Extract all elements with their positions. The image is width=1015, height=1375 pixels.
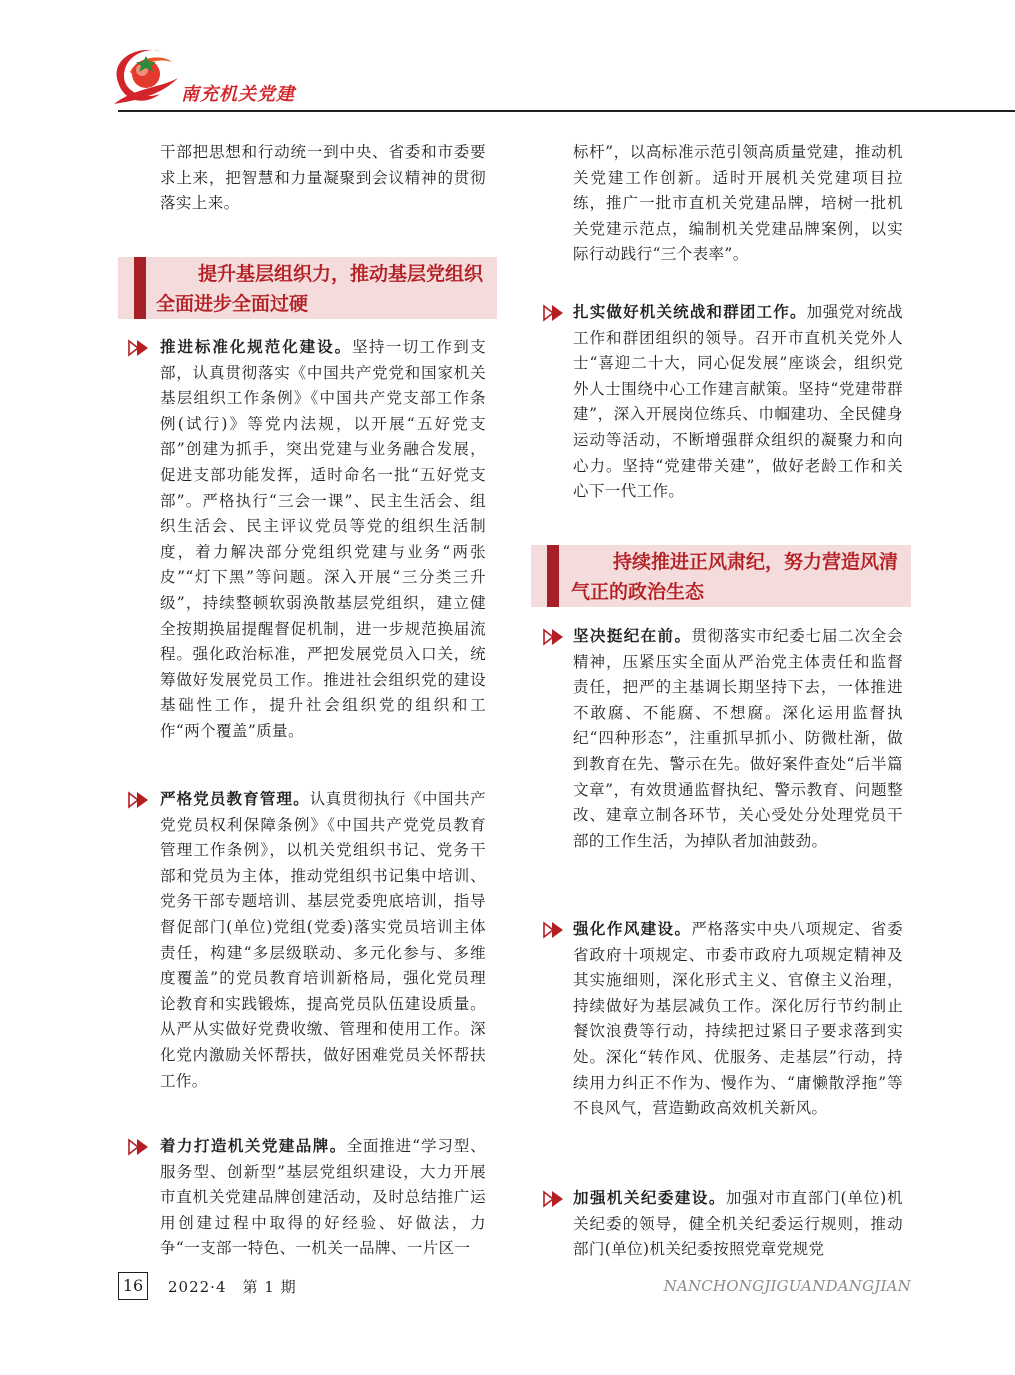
section-heading-right <box>531 545 911 607</box>
item-body: 贯彻落实市纪委七届二次全会精神，压紧压实全面从严治党主体责任和监督责任，把严的主基调长期坚持下去，一体推进不敢腐、不能腐、不想腐。深化运用监督执纪“四种形态”，注重抓早抓小、防微杜渐，做到教育在先、警示在先。做好案件查处“后半篇文章”，有效贯通监督执纪、警示教育、问题整改、建章立制各环节，关心受处分处理党员干部的工作生活，为掉队者加油鼓劲。 <box>573 627 903 850</box>
continued-paragraph: 标杆”，以高标准示范引领高质量党建，推动机关党建工作创新。适时开展机关党建项目拉练，推广一批市直机关党建品牌，培树一批机关党建示范点，编制机关党建品牌案例，以实际行动践行“三个表率”。 <box>573 143 903 264</box>
item-body: 坚持一切工作到支部，认真贯彻落实《中国共产党党和国家机关基层组织工作条例》《中国共产党支部工作条例(试行)》等党内法规，以开展“五好党支部”创建为抓手，突出党建与业务融合发展，促进支部功能发挥，适时命名一批“五好党支部”。严格执行“三会一课”、民主生活会、组织生活会、民主评议党员等党的组织生活制度，着力解决部分党组织党建与业务“两张皮”“灯下黑”等问题。深入开展“三分类三升级”，持续整顿软弱涣散基层党组织，建立健全按期换届提醒督促机制，进一步规范换届流程。强化政治标准，严把发展党员入口关，统筹做好发展党员工作。推进社会组织党的建设基础性工作，提升社会组织党的组织和工作“两个覆盖”质量。 <box>160 338 486 740</box>
item-lead: 强化作风建设。 <box>573 920 692 938</box>
header-rule <box>118 110 1015 112</box>
right-item-3 <box>573 1186 903 1263</box>
bullet-arrow-icon <box>543 1189 565 1209</box>
section-title: 持续推进正风肃纪，努力营造风清气正的政治生态 <box>571 551 899 603</box>
item-lead: 加强机关纪委建设。 <box>573 1189 726 1207</box>
item-lead: 严格党员教育管理。 <box>160 790 310 808</box>
item-lead: 坚决挺纪在前。 <box>573 627 692 645</box>
right-item-united-front <box>573 300 903 505</box>
left-item-1 <box>160 335 486 745</box>
page-number: 16 <box>118 1272 148 1300</box>
right-item-2 <box>573 917 903 1122</box>
issue-label: 2022·4 第 1 期 <box>168 1278 297 1296</box>
item-body: 严格落实中央八项规定、省委省政府十项规定、市委市政府九项规定精神及其实施细则，深化形式主义、官僚主义治理，持续做好为基层减负工作。深化厉行节约制止餐饮浪费等行动，持续把过紧日子要求落到实处。深化“转作风、优服务、走基层”行动，持续用力纠正不作为、慢作为、“庸懒散浮拖”等不良风气，营造勤政高效机关新风。 <box>573 920 903 1118</box>
item-body: 加强对市直部门(单位)机关纪委的领导，健全机关纪委运行规则，推动部门(单位)机关纪委按照党章党规党 <box>573 1189 903 1259</box>
intro-paragraph: 干部把思想和行动统一到中央、省委和市委要求上来，把智慧和力量凝聚到会议精神的贯彻落实上来。 <box>160 143 486 213</box>
bullet-arrow-icon <box>128 1137 150 1157</box>
item-lead: 着力打造机关党建品牌。 <box>160 1137 347 1155</box>
bullet-arrow-icon <box>543 627 565 647</box>
right-item-1 <box>573 624 903 854</box>
right-column-continuation <box>573 140 903 268</box>
left-item-3 <box>160 1134 486 1262</box>
item-body: 全面推进“学习型、服务型、创新型”基层党组织建设，大力开展市直机关党建品牌创建活动，及时总结推广运用创建过程中取得的好经验、好做法，力争“一支部一特色、一机关一品牌、一片区一 <box>160 1137 486 1258</box>
section-heading-left <box>118 257 497 319</box>
bullet-arrow-icon <box>128 790 150 810</box>
section-title: 提升基层组织力，推动基层党组织全面进步全面过硬 <box>156 263 484 315</box>
publication-name-english: NANCHONGJIGUANDANGJIAN <box>663 1277 911 1295</box>
item-lead: 推进标准化规范化建设。 <box>160 338 353 356</box>
bullet-arrow-icon <box>543 303 565 323</box>
item-lead: 扎实做好机关统战和群团工作。 <box>573 303 807 321</box>
publication-name: 南充机关党建 <box>181 84 295 105</box>
item-body: 加强党对统战工作和群团组织的领导。召开市直机关党外人士“喜迎二十大，同心促发展”座谈会，组织党外人士围绕中心工作建言献策。坚持“党建带群建”，深入开展岗位练兵、巾帼建功、全民健身运动等活动，不断增强群众组织的凝聚力和向心力。坚持“党建带关建”，做好老龄工作和关心下一代工作。 <box>573 303 903 501</box>
item-body: 认真贯彻执行《中国共产党党员权利保障条例》《中国共产党党员教育管理工作条例》，以机关党组织书记、党务干部和党员为主体，推动党组织书记集中培训、党务干部专题培训、基层党委兜底培训，指导督促部门(单位)党组(党委)落实党员培训主体责任，构建“多层级联动、多元化参与、多维度覆盖”的党员教育培训新格局，强化党员理论教育和实践锻炼，提高党员队伍建设质量。从严从实做好党费收缴、管理和使用工作。深化党内激励关怀帮扶，做好困难党员关怀帮扶工作。 <box>160 790 486 1090</box>
magazine-logo <box>110 42 180 110</box>
left-item-2 <box>160 787 486 1094</box>
bullet-arrow-icon <box>128 338 150 358</box>
left-column <box>160 140 486 217</box>
bullet-arrow-icon <box>543 920 565 940</box>
